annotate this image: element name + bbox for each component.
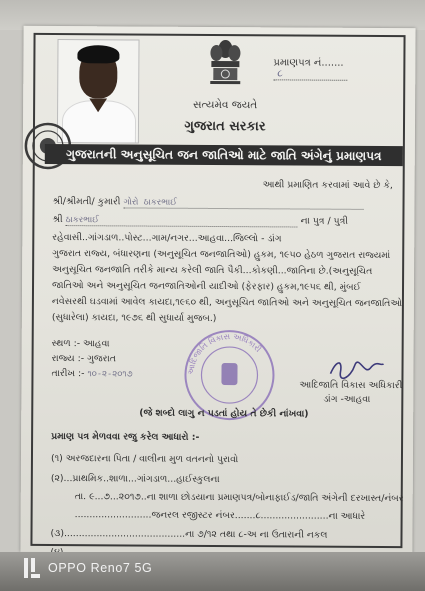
- certificate-number-value: ૮: [273, 68, 347, 80]
- para-line-4: નવેસરથી ઘડવામાં આવેલ કાયદા,૧૯૬૦ થી, અનુસૂચિત જાતિઓ અને અનુસૂચિત જનજાતિઓ: [51, 295, 403, 310]
- name-value: ગોરો ઠાકરભાઈ: [123, 197, 363, 209]
- officer-title: આદિજાતિ વિકાસ અધિકારી: [299, 379, 403, 392]
- intro-text: આથી પ્રમાણિત કરવામાં આવે છે કે,: [262, 179, 393, 192]
- proof-item-2a: (૨)...પ્રાથમિક..શાળા...ગાંગડાળ...હાઈસ્કુલના: [50, 472, 220, 486]
- name-label: શ્રી/શ્રીમતી/ કુમારી: [52, 195, 121, 208]
- proof-item-2b: તા. ૯...૭...૨૦૧૭..ના શાળા છોડયાના પ્રમાણપત્ર/બોનાફાઈડ/જાતિ અંગેની દરખાસ્ત/નંબર: [74, 491, 404, 505]
- officer-signature-icon: [326, 358, 386, 382]
- camera-watermark-icon: [23, 556, 41, 580]
- proof-heading: પ્રમાણ પત્ર મેળવવા રજુ કરેલ આધારો :-: [51, 430, 200, 443]
- certificate-number: [273, 57, 415, 81]
- state-value: ગુજરાત: [87, 353, 116, 365]
- state-row: [52, 353, 116, 364]
- certificate-paper: [20, 26, 415, 554]
- para-line-1: ગુજરાત રાજ્ય, બંધારણના (અનુસૂચિત જનજાતિઓ) હુકમ, ૧૯૫૦ હેઠળ ગુજરાત રાજ્યમાં: [52, 247, 391, 262]
- father-row: [52, 214, 348, 228]
- para-line-3: જાતિઓ અને અનુસૂચિત જનજાતિઓની યાદીઓ (ફેરફાર) હુકમ,૧૯૫૬ થી, મુંબઈ: [51, 279, 361, 293]
- father-label: શ્રી: [52, 213, 63, 226]
- proof-item-1: (૧) અરજદારના પિતા / વાલીના મુળ વતનનો પુરાવો: [50, 452, 239, 466]
- emblem-motto: સત્યમેવ જયતે: [192, 98, 258, 112]
- stamp-text: આદિજાતિ વિકાસ અધિકારી: [186, 331, 263, 376]
- proof-item-2c: ..........................જનરલ રજીસ્ટર નંબર.......૮.......................ના આધારે: [74, 509, 366, 522]
- certificate-number-label: પ્રમાણપત્ર નં.......: [273, 57, 344, 69]
- certificate-title: ગુજરાતની અનુસૂચિત જન જાતિઓ માટે જાતિ અંગેનું પ્રમાણપત્ર: [45, 144, 403, 166]
- state-label: રાજ્ય :-: [51, 352, 85, 365]
- para-line-5: (સુધારેલા) કાયદા, ૧૯૭૬ થી સુધાર્યા મુજબ.): [51, 311, 217, 324]
- government-name: ગુજરાત સરકાર: [184, 118, 266, 135]
- strike-note: (જે શબ્દો લાગુ ન પડતાં હોય તે છેકી નાંખવા): [139, 407, 309, 420]
- place-value: આહવા: [83, 338, 110, 350]
- para-line-2: અનુસૂચિત જનજાતિ તરીકે માન્ય કરેલી જાતિ પૈકી...કોકણી...જાતિના છે.(અનુસૂચિત: [52, 263, 373, 277]
- date-label: તારીખ :-: [51, 367, 85, 380]
- father-value: ઠાકરભાઈ: [66, 215, 298, 227]
- national-emblem-icon: [206, 35, 244, 95]
- place-label: સ્થળ :-: [51, 337, 81, 350]
- name-row: [52, 196, 363, 210]
- camera-watermark-text: OPPO Reno7 5G: [48, 561, 153, 575]
- relation-text: ના પુત્ર / પુત્રી: [300, 215, 349, 227]
- residence-line: રહેવાસી..ગાંગડાળ..પોસ્ટ...ગામ/નગર...આહવા...જિલ્લો - ડાંગ: [52, 231, 282, 245]
- officer-place: ડાંગ -આહવા: [323, 393, 371, 405]
- place-row: [52, 338, 110, 349]
- date-row: [51, 368, 132, 379]
- date-value: ૧૦-૨-૨૦૧૭: [87, 369, 133, 380]
- proof-item-3: (૩).........................................ના ૭/૧૨ તથા ૮-અ ના ઉતારાની નકલ: [50, 527, 328, 541]
